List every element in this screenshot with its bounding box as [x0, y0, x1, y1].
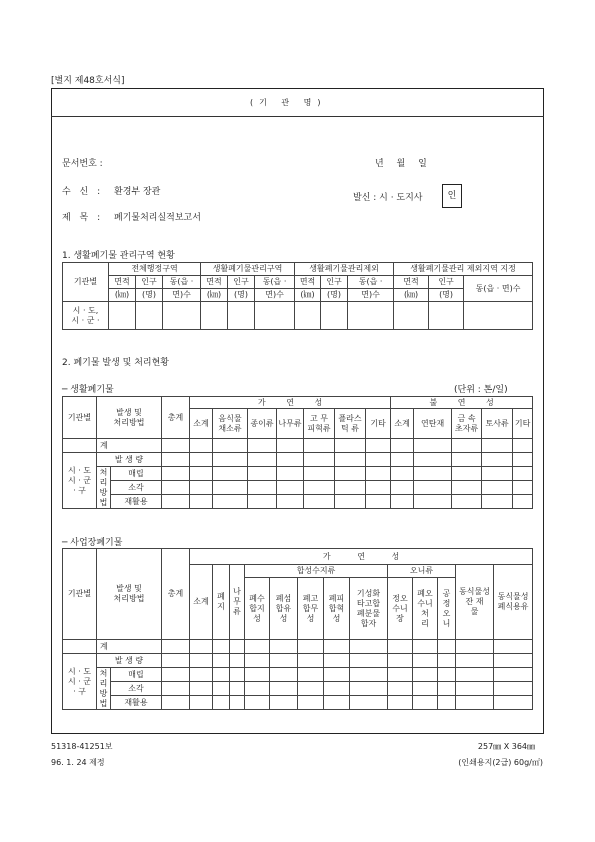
- recycle-label: 재활용: [111, 495, 162, 509]
- dong-header: 동(읍 ·: [163, 276, 201, 289]
- col-org: 기관별: [63, 263, 109, 302]
- line: 합유: [275, 603, 292, 613]
- briquette-header: 연탄재: [414, 409, 452, 439]
- line: 기성화: [356, 588, 381, 598]
- recipient: 환경부 장관: [114, 187, 161, 197]
- business-waste-label: ─ 사업장폐기물: [62, 538, 123, 548]
- processing-label: [97, 467, 111, 509]
- area-unit: (㎞): [394, 289, 429, 302]
- flammable-group: 가 연 성: [190, 397, 391, 409]
- line: 성: [279, 613, 288, 623]
- pop-header: 인구: [429, 276, 464, 289]
- region-line1: 시 · 도: [67, 465, 92, 475]
- line: 폐분물: [356, 608, 381, 618]
- other-header: 기타: [513, 409, 533, 439]
- col-method-line1: 발생 및: [116, 584, 142, 593]
- other-header: 기타: [366, 409, 391, 439]
- wood-header: [230, 565, 245, 640]
- plastic-line1: 플라스: [338, 413, 362, 423]
- food-header: [213, 409, 248, 439]
- household-waste-table: [62, 396, 533, 509]
- date-label: 년 월 일: [375, 159, 427, 169]
- wood-header: 나무류: [277, 409, 304, 439]
- subject: 폐기물처리실적보고서: [114, 213, 201, 223]
- footer-code: 51318-41251보: [51, 742, 113, 751]
- seal-text: 인: [447, 191, 457, 201]
- group-excluded: 생활폐기물관리제외: [295, 263, 394, 276]
- wastewater-header: [413, 578, 438, 640]
- soil-header: 토사류: [482, 409, 513, 439]
- group-exclusion-designated: 생활폐기물관리 제외지역 지정: [394, 263, 533, 276]
- line: 폐섬: [275, 593, 292, 603]
- line: 리: [421, 618, 429, 628]
- pop-unit: (명): [321, 289, 348, 302]
- dong-unit: 면)수: [255, 289, 295, 302]
- animal-veg-header: [456, 565, 494, 640]
- composite-header: [350, 578, 388, 640]
- footer-paper: (인쇄용지(2급) 60g/㎡): [458, 758, 543, 767]
- line: 폐고: [302, 593, 319, 603]
- line: 수니: [417, 598, 433, 608]
- line: 잔 재: [465, 597, 484, 606]
- col-method-line2: 처리방법: [113, 594, 145, 603]
- landfill-label: 매립: [111, 668, 162, 682]
- char: 오: [442, 608, 451, 618]
- pop-unit: (명): [228, 289, 255, 302]
- footer-size: 257㎜ X 364㎜: [477, 742, 535, 751]
- proc-char: 법: [99, 698, 108, 708]
- total-row-label: 계: [97, 439, 162, 453]
- line: 합자: [360, 618, 377, 628]
- char: 폐: [217, 592, 225, 601]
- landfill-label: 매립: [111, 467, 162, 481]
- generation-label: 발 생 량: [97, 453, 162, 467]
- row-region: [63, 302, 109, 330]
- waste-leather-header: [324, 578, 350, 640]
- line: 동식물성: [459, 587, 490, 596]
- pop-header: 인구: [136, 276, 163, 289]
- char: 지: [217, 602, 225, 611]
- processing-label: [97, 668, 111, 710]
- section1-title: 1. 생활폐기물 관리구역 현황: [62, 251, 175, 261]
- subject-label: 제 목 :: [62, 213, 101, 223]
- proc-char: 처: [99, 668, 108, 678]
- waste-rubber-header: [298, 578, 324, 640]
- pop-header: 인구: [228, 276, 255, 289]
- col-method-line1: 발생 및: [116, 407, 142, 417]
- col-total: 총계: [162, 549, 190, 640]
- line: 성: [253, 613, 261, 623]
- col-total: 총계: [162, 397, 190, 439]
- doc-number-label: 문서번호 :: [62, 159, 103, 169]
- col-org: 기관별: [63, 397, 97, 439]
- proc-char: 리: [99, 477, 108, 487]
- region-line2: 시 · 군: [67, 676, 92, 686]
- subtotal-header: 소계: [190, 409, 213, 439]
- sewage-header: [388, 578, 413, 640]
- line: 성: [306, 613, 315, 623]
- char: 니: [442, 618, 451, 628]
- metal-line2: 초자류: [455, 423, 479, 433]
- line: 폐오: [417, 588, 433, 598]
- sender-label: 발신 : 시 · 도지사: [353, 193, 423, 203]
- rubber-header: [304, 409, 335, 439]
- incineration-label: 소각: [111, 481, 162, 495]
- nonflammable-group: 불 연 성: [391, 397, 533, 409]
- process-header: [438, 578, 456, 640]
- area-unit: (㎞): [109, 289, 136, 302]
- area-header: 면적: [201, 276, 228, 289]
- waste-paper-header: [213, 565, 230, 640]
- dong-unit: 면)수: [348, 289, 394, 302]
- waste-synth-header: [270, 578, 298, 640]
- flammable-group: 가 연 성: [190, 549, 533, 565]
- dong-header: 동(읍 ·: [255, 276, 295, 289]
- row-region-line2: 시 · 군 ·: [71, 315, 100, 325]
- col-method: [97, 549, 162, 640]
- dong-header: 동(읍 ·: [348, 276, 394, 289]
- line: 합혁: [328, 603, 345, 613]
- row-region-line1: 시 · 도,: [72, 305, 99, 315]
- region-line2: 시 · 군: [67, 475, 92, 485]
- metal-header: [452, 409, 482, 439]
- line: 합무: [302, 603, 319, 613]
- dong-full-header: 동(읍 · 면)수: [464, 276, 533, 302]
- line: 타고합: [356, 598, 381, 608]
- col-method: [97, 397, 162, 439]
- line: 수니: [392, 603, 408, 613]
- line: 장: [396, 613, 404, 623]
- char: 류: [233, 607, 241, 616]
- footer-date: 96. 1. 24 제정: [51, 758, 105, 767]
- line: 물: [470, 607, 479, 616]
- unit-label: (단위 : 톤/일): [454, 385, 508, 395]
- rubber-line2: 피혁류: [307, 423, 331, 433]
- pop-unit: (명): [429, 289, 464, 302]
- management-area-table: [62, 262, 533, 330]
- org-name: (기 관 명): [250, 98, 327, 107]
- synthetic-group: 합성수지류: [245, 565, 388, 578]
- area-header: 면적: [295, 276, 321, 289]
- recipient-label: 수 신 :: [62, 187, 101, 197]
- line: 합지: [249, 603, 265, 613]
- seal-box: [442, 184, 462, 208]
- proc-char: 방: [99, 487, 108, 497]
- sludge-group: 오니류: [388, 565, 456, 578]
- food-line2: 채소류: [218, 423, 242, 433]
- proc-char: 처: [99, 467, 108, 477]
- waste-fiber-header: [245, 578, 270, 640]
- region-label: [63, 453, 97, 509]
- business-waste-table: [62, 548, 533, 710]
- total-row-label: 계: [97, 640, 162, 654]
- region-line1: 시 · 도: [67, 666, 92, 676]
- area-header: 면적: [394, 276, 429, 289]
- pop-unit: (명): [136, 289, 163, 302]
- line: 정오: [392, 593, 408, 603]
- group-total-area: 전체행정구역: [109, 263, 201, 276]
- region-line3: · 구: [73, 485, 86, 495]
- area-header: 면적: [109, 276, 136, 289]
- line: 동식물성: [497, 592, 529, 601]
- char: 나: [233, 587, 241, 596]
- plastic-line2: 틱 류: [341, 423, 360, 433]
- form-number: [별지 제48호서식]: [51, 76, 125, 86]
- proc-char: 리: [99, 678, 108, 688]
- pop-header: 인구: [321, 276, 348, 289]
- subtotal-header: 소계: [391, 409, 414, 439]
- char: 무: [233, 597, 241, 606]
- group-managed: 생활폐기물관리구역: [201, 263, 295, 276]
- line: 폐피: [328, 593, 345, 603]
- rubber-line1: 고 무: [310, 413, 329, 423]
- dong-unit: 면)수: [163, 289, 201, 302]
- area-unit: (㎞): [201, 289, 228, 302]
- incineration-label: 소각: [111, 682, 162, 696]
- region-line3: · 구: [73, 686, 86, 696]
- col-org: 기관별: [63, 549, 97, 640]
- animal-oil-header: [494, 565, 533, 640]
- line: 성: [332, 613, 341, 623]
- proc-char: 방: [99, 688, 108, 698]
- proc-char: 법: [99, 497, 108, 507]
- line: 처: [421, 608, 429, 618]
- title-divider: [51, 116, 544, 117]
- char: 공: [442, 588, 451, 598]
- line: 폐수: [249, 593, 265, 603]
- paper-header: 종이류: [248, 409, 277, 439]
- area-unit: (㎞): [295, 289, 321, 302]
- region-label: [63, 654, 97, 710]
- char: 정: [442, 598, 451, 608]
- section2-title: 2. 폐기물 발생 및 처리현황: [62, 358, 169, 368]
- line: 폐식용유: [497, 602, 529, 611]
- household-waste-label: ─ 생활폐기물: [62, 385, 114, 395]
- generation-label: 발 생 량: [97, 654, 162, 668]
- col-method-line2: 처리방법: [113, 417, 145, 427]
- subtotal-header: 소계: [190, 565, 213, 640]
- plastic-header: [335, 409, 366, 439]
- recycle-label: 재활용: [111, 696, 162, 710]
- metal-line1: 금 속: [457, 413, 476, 423]
- food-line1: 음식물: [218, 413, 242, 423]
